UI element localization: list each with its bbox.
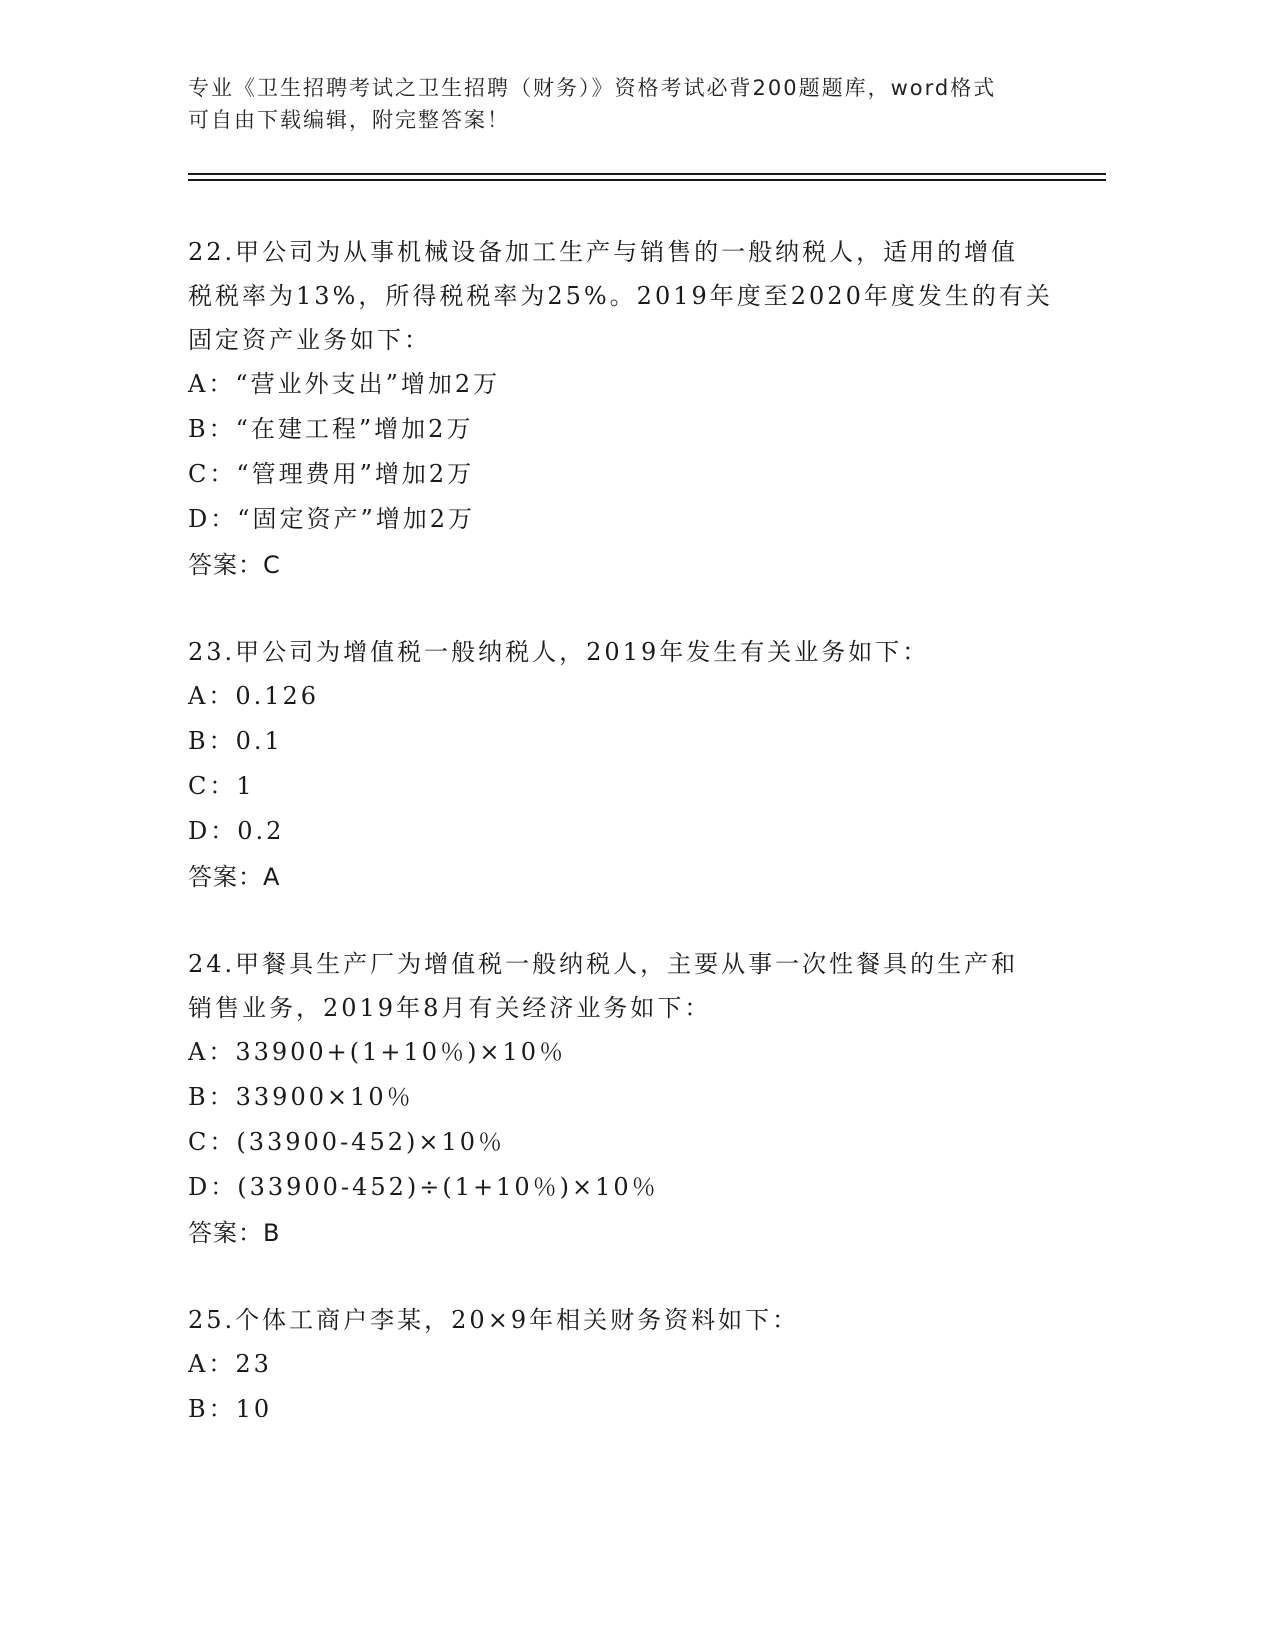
stem-line: 固定资产业务如下： <box>188 326 431 354</box>
answer: 答案：A <box>188 863 281 891</box>
option-a: A：“营业外支出”增加2万 <box>188 370 501 398</box>
option-a: A：33900+(1+10％)×10％ <box>188 1038 567 1066</box>
option-d: D：“固定资产”增加2万 <box>188 505 476 533</box>
option-a: A：0.126 <box>188 682 320 710</box>
option-c: C：1 <box>188 772 255 800</box>
question-25 <box>188 1298 1088 1432</box>
question-stem <box>188 1298 1088 1342</box>
stem-line: 24.甲餐具生产厂为增值税一般纳税人，主要从事一次性餐具的生产和 <box>188 950 1019 978</box>
header-rule-top <box>188 173 1106 175</box>
option-b: B：0.1 <box>188 727 283 755</box>
question-gap <box>188 588 1088 630</box>
stem-line: 25.个体工商户李某，20×9年相关财务资料如下： <box>188 1306 800 1334</box>
question-stem <box>188 942 1088 1030</box>
answer: 答案：C <box>188 551 281 579</box>
option-d: D：(33900-452)÷(1+10％)×10％ <box>188 1173 659 1201</box>
option-b: B：“在建工程”增加2万 <box>188 415 474 443</box>
document-header <box>188 72 1068 136</box>
option-b: B：33900×10％ <box>188 1083 414 1111</box>
option-b: B：10 <box>188 1395 273 1423</box>
question-24 <box>188 942 1088 1256</box>
option-c: C：(33900-452)×10％ <box>188 1128 506 1156</box>
header-line-2: 可自由下载编辑，附完整答案！ <box>188 108 510 132</box>
question-23 <box>188 630 1088 900</box>
question-gap <box>188 1256 1088 1298</box>
option-d: D：0.2 <box>188 817 285 845</box>
question-22 <box>188 230 1088 588</box>
question-stem <box>188 230 1088 362</box>
question-list <box>188 230 1088 1432</box>
stem-line: 22.甲公司为从事机械设备加工生产与销售的一般纳税人，适用的增值 <box>188 238 1019 266</box>
stem-line: 销售业务，2019年8月有关经济业务如下： <box>188 994 712 1022</box>
question-gap <box>188 900 1088 942</box>
stem-line: 23.甲公司为增值税一般纳税人，2019年发生有关业务如下： <box>188 638 930 666</box>
stem-line: 税税率为13%，所得税税率为25%。2019年度至2020年度发生的有关 <box>188 282 1053 310</box>
option-c: C：“管理费用”增加2万 <box>188 460 475 488</box>
option-a: A：23 <box>188 1350 272 1378</box>
header-line-1: 专业《卫生招聘考试之卫生招聘（财务）》资格考试必背200题题库，word格式 <box>188 76 997 100</box>
answer: 答案：B <box>188 1219 281 1247</box>
question-stem <box>188 630 1088 674</box>
header-rule-bottom <box>188 179 1106 181</box>
